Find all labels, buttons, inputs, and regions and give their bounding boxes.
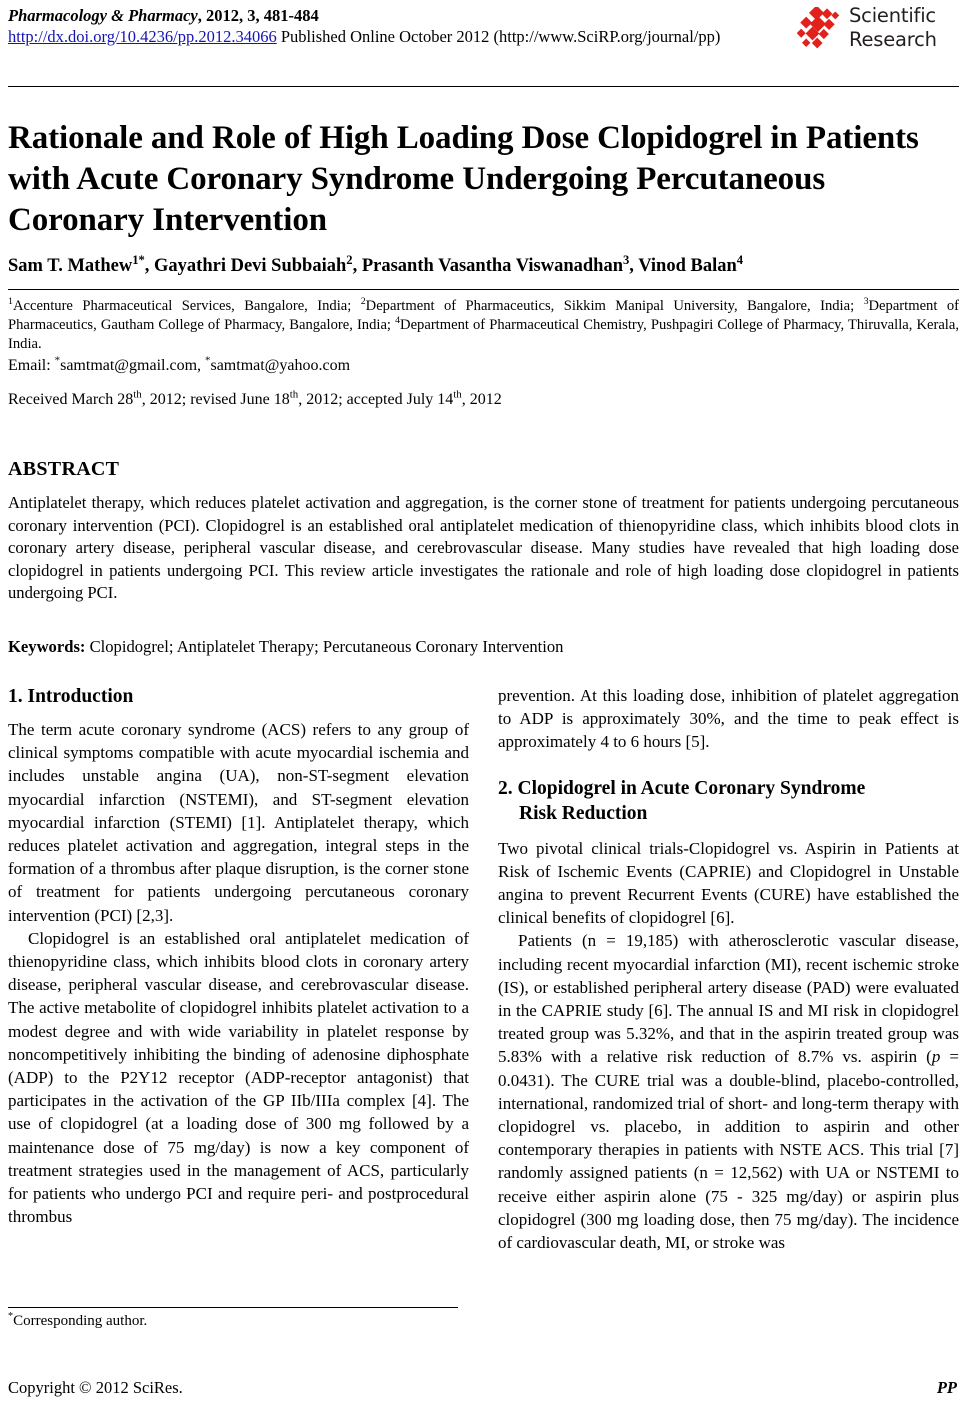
body-column-right bbox=[498, 684, 959, 1254]
publisher-logo-line-1: Scientific bbox=[849, 4, 936, 27]
keywords-label: Keywords: bbox=[8, 637, 86, 656]
publisher-logo-text bbox=[849, 4, 937, 52]
paragraph-right-3-part-a: Patients (n = 19,185) with atherosclerotic vascular disease, including recent myocardial infarction (MI), recent ischemic stroke (IS), or established peripheral artery disease (PAD) were evaluated in the CAPRIE study [6]. The annual IS and MI risk in clopidogrel treated group was 5.32%, and that in the aspirin treated group was 5.83% with a relative risk reduction of 8.7% vs. aspirin ( bbox=[498, 931, 959, 1067]
author-4-name: , Vinod Balan bbox=[629, 256, 737, 276]
author-list bbox=[8, 254, 959, 278]
email-address-1: samtmat@gmail.com, bbox=[60, 356, 206, 374]
scientific-research-diamond-logo-icon bbox=[797, 7, 843, 51]
affiliation-2-marker: 2 bbox=[360, 296, 366, 308]
author-1-name: Sam T. Mathew bbox=[8, 256, 133, 276]
journal-volume-pages: , 2012, 3, 481-484 bbox=[197, 6, 319, 25]
paragraph-right-2: Two pivotal clinical trials-Clopidogrel vs. Aspirin in Patients at Risk of Ischemic Events (CAPRIE) and Clopidogrel in Unstable angina to prevent Recurrent Events (CURE) have established the clinical benefits of clopidogrel [6]. bbox=[498, 838, 959, 928]
keywords-line bbox=[8, 636, 959, 659]
author-divider bbox=[8, 289, 959, 290]
footnote-text: Corresponding author. bbox=[13, 1313, 148, 1329]
affiliation-4-text: Department of Pharmaceutical Chemistry, Pushpagiri College of Pharmacy, Thiruvalla, Kerala, India. bbox=[8, 317, 959, 353]
doi-link[interactable]: http://dx.doi.org/10.4236/pp.2012.34066 bbox=[8, 27, 277, 46]
author-4-affiliation-marker: 4 bbox=[736, 252, 744, 267]
paragraph-right-3-part-b: = 0.0431). The CURE trial was a double-blind, placebo-controlled, international, randomized trial of short- and long-term therapy with clopidogrel vs. placebo, in addition to aspirin and other contemporary therapies in patients with NSTE ACS. This trial [7] randomly assigned patients (n = 12,562) with UA or NSTEMI to receive either aspirin alone (75 - 325 mg/day) or aspirin plus clopidogrel (300 mg loading dose, then 75 mg/day). The incidence of cardiovascular death, MI, or stroke was bbox=[498, 1047, 959, 1253]
received-date-prefix: Received March 28 bbox=[8, 391, 134, 408]
copyright-notice: Copyright © 2012 SciRes. bbox=[8, 1378, 183, 1397]
affiliation-4-marker: 4 bbox=[395, 315, 401, 327]
accepted-date-suffix: , 2012 bbox=[461, 391, 502, 408]
submission-dates bbox=[8, 389, 959, 411]
received-ordinal: th bbox=[133, 388, 142, 401]
corresponding-author-footnote bbox=[8, 1311, 458, 1331]
revised-date-prefix: , 2012; revised June 18 bbox=[141, 391, 290, 408]
affiliation-1-marker: 1 bbox=[8, 296, 13, 308]
email-label: Email: bbox=[8, 356, 55, 374]
author-3-name: , Prasanth Vasantha Viswanadhan bbox=[352, 256, 623, 276]
accepted-ordinal: th bbox=[453, 388, 462, 401]
section-heading-introduction: 1. Introduction bbox=[8, 686, 134, 707]
author-2-name: , Gayathri Devi Subbaiah bbox=[144, 256, 347, 276]
email-2-marker: * bbox=[205, 354, 211, 367]
publisher-logo bbox=[797, 4, 957, 56]
paragraph-intro-1: The term acute coronary syndrome (ACS) refers to any group of clinical symptoms compatible with acute myocardial ischemia and includes unstable angina (UA), non-ST-segment elevation myocardial infarction (NSTEMI), and ST-segment elevation myocardial infarction (STEMI) [1]. Antiplatelet therapy, which reduces platelet activation and aggregation, integral steps in the formation of a thrombus after plaque disruption, is the corner stone of treatment for patients undergoing percutaneous coronary intervention (PCI) [2,3]. bbox=[8, 720, 469, 925]
abstract-heading: ABSTRACT bbox=[8, 458, 120, 480]
footnote-divider bbox=[8, 1307, 458, 1308]
published-online-note: Published Online October 2012 (http://www.SciRP.org/journal/pp) bbox=[276, 27, 721, 46]
paragraph-right-1: prevention. At this loading dose, inhibition of platelet aggregation to ADP is approximately 30%, and the time to peak effect is approximately 4 to 6 hours [5]. bbox=[498, 686, 959, 752]
section-heading-line-2: Risk Reduction bbox=[519, 802, 648, 824]
paragraph-right-3 bbox=[498, 929, 959, 1254]
keywords-list: Clopidogrel; Antiplatelet Therapy; Percutaneous Coronary Intervention bbox=[85, 637, 564, 656]
journal-citation-line bbox=[8, 6, 838, 26]
email-line bbox=[8, 355, 959, 377]
affiliations-block bbox=[8, 297, 959, 377]
journal-name: Pharmacology & Pharmacy bbox=[8, 6, 198, 25]
page-title: Rationale and Role of High Loading Dose Clopidogrel in Patients with Acute Coronary Syndrome Undergoing Percutaneous Coronary Intervention bbox=[8, 120, 919, 239]
abstract-body: Antiplatelet therapy, which reduces platelet activation and aggregation, is the corner stone of treatment for patients undergoing percutaneous coronary intervention (PCI). Clopidogrel is an established oral antiplatelet medication of thienopyridine class, which inhibits blood clots in coronary artery disease, peripheral vascular disease, and cerebrovascular disease. Many studies have revealed that high loading dose clopidogrel in patients undergoing PCI. This review article investigates the rationale and role of high loading dose clopidogrel in patients undergoing PCI. bbox=[8, 493, 959, 603]
publisher-logo-line-2: Research bbox=[849, 28, 937, 51]
body-column-left bbox=[8, 684, 469, 1228]
affiliation-3-text: Department of Pharmaceutics, Gautham College of Pharmacy, Bangalore, India; bbox=[8, 298, 959, 334]
affiliation-3-marker: 3 bbox=[863, 296, 869, 308]
affiliation-1-text: Accenture Pharmaceutical Services, Bangalore, India; bbox=[12, 298, 361, 314]
accepted-date-prefix: , 2012; accepted July 14 bbox=[298, 391, 454, 408]
revised-ordinal: th bbox=[289, 388, 299, 401]
email-address-2: samtmat@yahoo.com bbox=[210, 356, 351, 374]
affiliation-2-text: Department of Pharmaceutics, Sikkim Manipal University, Bangalore, India; bbox=[365, 298, 864, 314]
author-3-affiliation-marker: 3 bbox=[623, 252, 630, 267]
running-head bbox=[8, 6, 838, 47]
section-heading-line-1: 2. Clopidogrel in Acute Coronary Syndrome bbox=[498, 777, 866, 799]
email-1-marker: * bbox=[54, 354, 61, 367]
header-divider bbox=[8, 86, 959, 87]
author-2-affiliation-marker: 2 bbox=[346, 252, 353, 267]
footnote-marker: * bbox=[8, 1311, 14, 1322]
journal-abbreviation: PP bbox=[936, 1378, 957, 1397]
doi-line bbox=[8, 26, 838, 47]
section-heading-clopidogrel-risk-reduction bbox=[498, 776, 959, 826]
paragraph-intro-2: Clopidogrel is an established oral antiplatelet medication of thienopyridine class, which inhibits blood clots in coronary artery disease, peripheral vascular disease, and cerebrovascular disease. The active metabolite of clopidogrel inhibits platelet activation to a modest degree and with wide variability in platelet response by noncompetitively inhibiting the binding of adenosine diphosphate (ADP) to the P2Y12 receptor (ADP-receptor antagonist) that participates in the activation of the GP IIb/IIIa complex [4]. The use of clopidogrel (at a loading dose of 300 mg followed by a maintenance dose of 75 mg/day) is now a key component of treatment strategies used in the management of ACS, particularly for patients who undergo PCI and require peri- and postprocedural thrombus bbox=[8, 928, 469, 1227]
p-value-symbol: p bbox=[931, 1047, 941, 1067]
author-1-affiliation-marker: 1* bbox=[132, 252, 145, 267]
